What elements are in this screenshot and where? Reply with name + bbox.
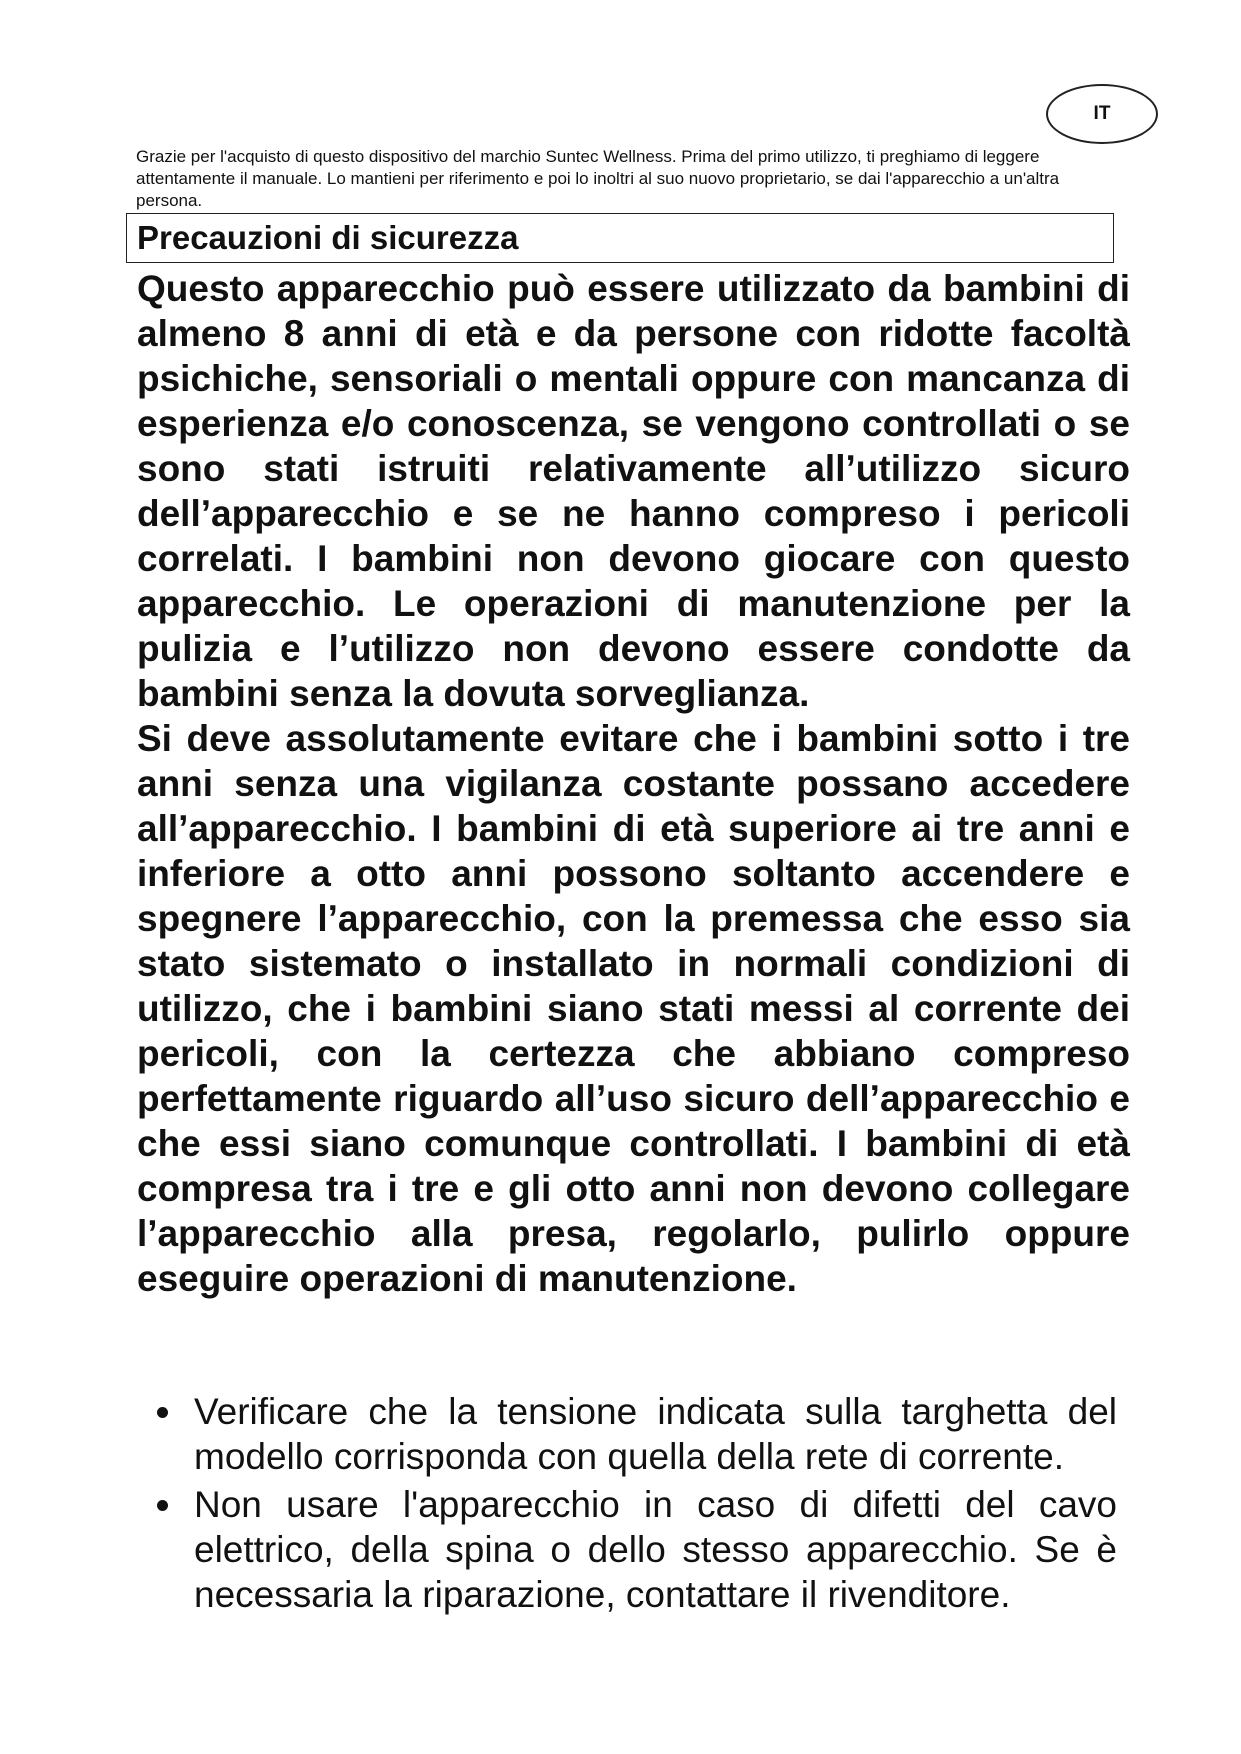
warning-paragraph: Questo apparecchio può essere utilizzato da bambini di almeno 8 anni di età e da persone con ridotte facoltà psichiche, sensoriali o mentali oppure con mancanza di esperienza e/o conoscenza, se vengono controllati o se sono stati istruiti relativamente all’utilizzo sicuro dell’apparecchio e se ne hanno compreso i pericoli correlati. I bambini non devono giocare con questo apparecchio. Le operazioni di manutenzione per la pulizia e l’utilizzo non devono essere condotte da bambini senza la dovuta sorveglianza. bbox=[137, 268, 1130, 714]
list-item-text: Non usare l'apparecchio in caso di difetti del cavo elettrico, della spina o dello stesso apparecchio. Se è necessaria la riparazione, contattare il rivenditore. bbox=[194, 1484, 1117, 1615]
intro-text: Grazie per l'acquisto di questo dispositivo del marchio Suntec Wellness. Prima del primo utilizzo, ti preghiamo di leggere attentamente il manuale. Lo mantieni per riferimento e poi lo inoltri al suo nuovo proprietario, se dai l'apparecchio a un'altra persona. bbox=[136, 147, 1060, 210]
section-title: Precauzioni di sicurezza bbox=[137, 219, 519, 256]
warning-paragraph: Si deve assolutamente evitare che i bambini sotto i tre anni senza una vigilanza costante possano accedere all’apparecchio. I bambini di età superiore ai tre anni e inferiore a otto anni possono soltanto accendere e spegnere l’apparecchio, con la premessa che esso sia stato sistemato o installato in normali condizioni di utilizzo, che i bambini siano stati messi al corrente dei pericoli, con la certezza che abbiano compreso perfettamente riguardo all’uso sicuro dell’apparecchio e che essi siano comunque controllati. I bambini di età compresa tra i tre e gli otto anni non devono collegare l’apparecchio alla presa, regolarlo, pulirlo oppure eseguire operazioni di manutenzione. bbox=[137, 718, 1130, 1299]
list-item-text: Verificare che la tensione indicata sulla targhetta del modello corrisponda con quella della rete di corrente. bbox=[194, 1391, 1117, 1477]
list-item bbox=[137, 1482, 1117, 1617]
precaution-list bbox=[137, 1389, 1117, 1620]
bullet-icon bbox=[157, 1500, 168, 1511]
bullet-icon bbox=[157, 1407, 168, 1418]
section-header-box bbox=[126, 213, 1114, 263]
warning-text-block bbox=[137, 266, 1130, 1301]
language-badge: IT bbox=[1046, 84, 1158, 144]
list-item bbox=[137, 1389, 1117, 1479]
